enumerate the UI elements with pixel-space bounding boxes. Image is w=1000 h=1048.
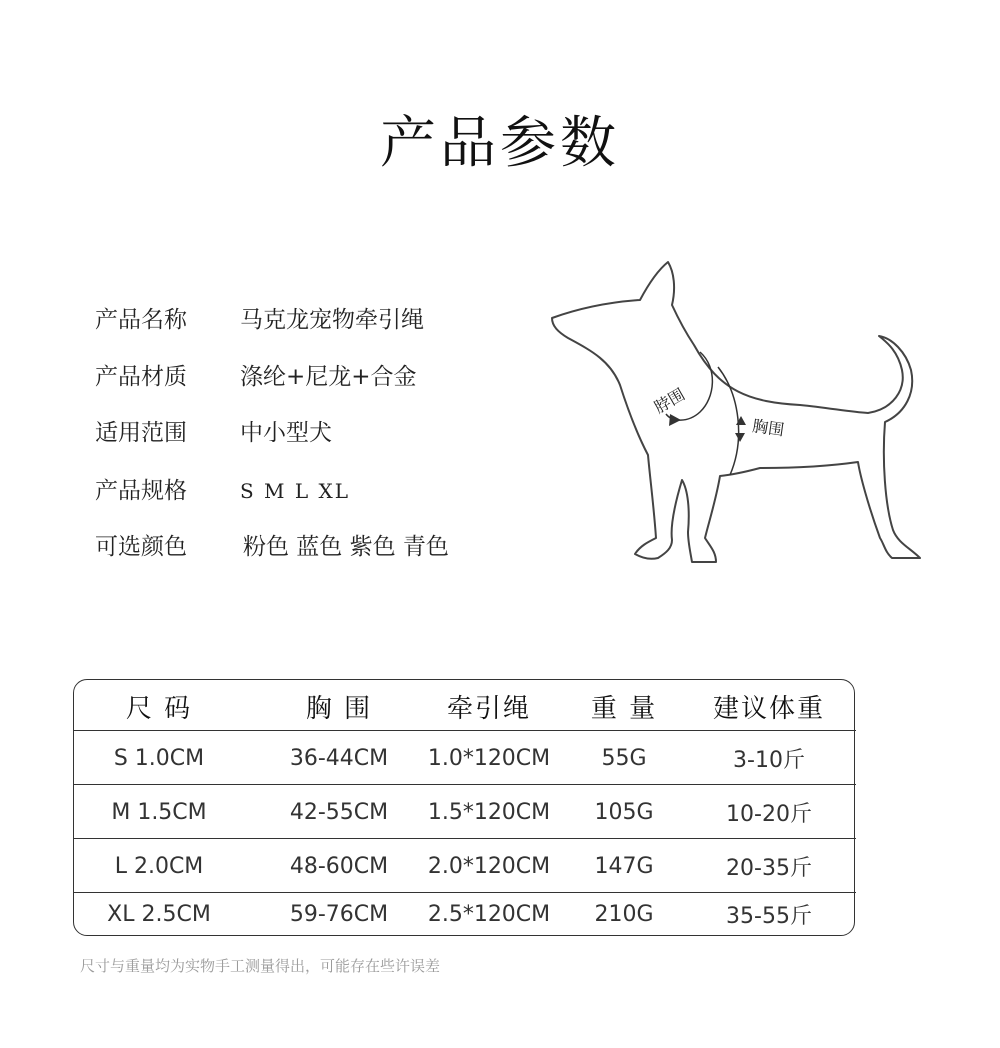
neck-arrow-icon: [669, 414, 681, 426]
table-cell: 59-76CM: [289, 901, 389, 927]
spec-label: 产品规格: [95, 478, 187, 504]
dog-outline: [552, 262, 920, 562]
spec-label: 可选颜色: [95, 534, 187, 560]
table-header-cell: 建议体重: [712, 693, 825, 724]
table-cell: 2.5*120CM: [427, 901, 551, 927]
table-row: [74, 839, 854, 893]
table-header-cell: 重 量: [590, 693, 658, 724]
chest-label: 胸围: [751, 416, 786, 440]
table-cell: 35-55斤: [726, 903, 812, 929]
table-row: [74, 731, 854, 785]
table-cell: M 1.5CM: [111, 799, 207, 825]
table-cell: 42-55CM: [289, 799, 389, 825]
table-cell: 10-20斤: [726, 801, 812, 827]
table-cell: 147G: [594, 853, 654, 879]
spec-value: 涤纶+尼龙+合金: [240, 364, 417, 390]
table-cell: 105G: [594, 799, 654, 825]
table-cell: 2.0*120CM: [427, 853, 551, 879]
table-cell: 36-44CM: [289, 745, 389, 771]
page-title: 产品参数: [380, 111, 620, 176]
dog-measurement-diagram: [540, 250, 940, 580]
table-cell: 55G: [601, 745, 647, 771]
spec-value: 粉色 蓝色 紫色 青色: [243, 534, 449, 560]
table-header: [74, 680, 854, 732]
table-cell: L 2.0CM: [114, 853, 204, 879]
table-cell: 1.0*120CM: [427, 745, 551, 771]
table-header-cell: 尺 码: [125, 693, 193, 724]
spec-label: 产品材质: [95, 364, 187, 390]
measurement-note: 尺寸与重量均为实物手工测量得出，可能存在些许误差: [80, 957, 441, 975]
chest-measure-arc: [718, 367, 739, 475]
table-cell: 210G: [594, 901, 654, 927]
spec-value: 马克龙宠物牵引绳: [240, 307, 424, 333]
chest-arrow-up-icon: [735, 433, 745, 442]
size-table: [73, 679, 855, 936]
table-row: [74, 785, 854, 839]
table-header-cell: 牵引绳: [446, 693, 531, 724]
spec-label: 适用范围: [95, 420, 187, 446]
spec-value: 中小型犬: [240, 420, 332, 446]
table-cell: 3-10斤: [733, 747, 805, 773]
spec-value: S M L XL: [240, 479, 351, 503]
neck-label: 脖围: [650, 384, 689, 418]
table-cell: S 1.0CM: [113, 745, 205, 771]
table-cell: 48-60CM: [289, 853, 389, 879]
table-cell: 20-35斤: [726, 855, 812, 881]
table-header-cell: 胸 围: [305, 693, 373, 724]
table-cell: XL 2.5CM: [107, 901, 211, 927]
table-row: [74, 893, 854, 935]
table-cell: 1.5*120CM: [427, 799, 551, 825]
spec-label: 产品名称: [95, 307, 187, 333]
